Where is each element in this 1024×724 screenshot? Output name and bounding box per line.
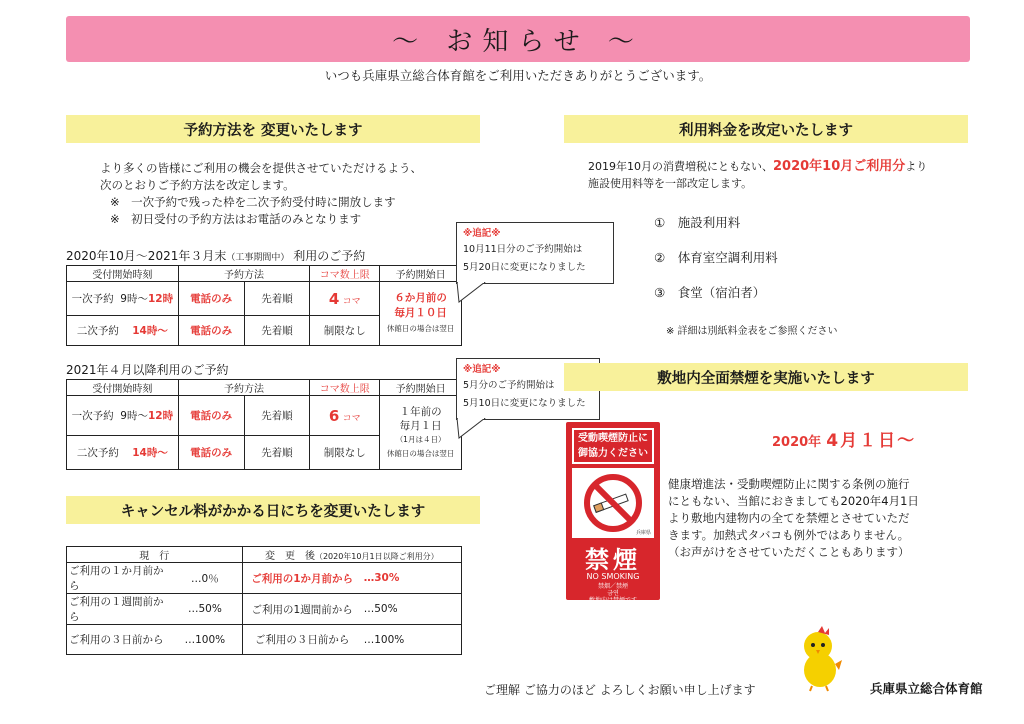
current-value: …0％ [168, 563, 242, 594]
new-label: ご利用の1週間前から [242, 594, 362, 625]
period1-label-main: 2020年10月～2021年３月末 [66, 249, 227, 263]
row-method: 電話のみ [178, 316, 244, 346]
start-line-4: 休館日の場合は翌日 [386, 448, 455, 458]
current-label: ご利用の１か月前から [67, 563, 169, 594]
page-title: ～ お知らせ ～ [66, 16, 970, 62]
period1-label [66, 247, 365, 264]
callout-pointer-2 [455, 418, 495, 440]
col-header-after [242, 547, 461, 563]
callout-title: ※追記※ [463, 228, 501, 239]
col-header-limit: コマ数上限 [310, 380, 380, 396]
sign-english: NO SMOKING [586, 572, 640, 581]
fee-intro [588, 158, 968, 192]
col-header-time: 受付開始時刻 [67, 380, 179, 396]
callout-text: に変更になりました [500, 262, 586, 273]
table-row [67, 594, 462, 625]
col-header-start: 予約開始日 [380, 380, 462, 396]
col-header-time: 受付開始時刻 [67, 266, 179, 282]
smoking-body [668, 476, 968, 561]
callout-date: 10月11日分 [463, 244, 516, 255]
callout-pointer-1 [455, 282, 495, 304]
fee-text: より [905, 160, 928, 173]
row-time-start: 9時～ [120, 410, 148, 422]
col-header-start: 予約開始日 [380, 266, 462, 282]
row-time-end: 12時 [147, 293, 174, 305]
row-order: 先着順 [244, 396, 310, 436]
table-row [67, 282, 462, 316]
organization-name: 兵庫県立総合体育館 [870, 681, 983, 696]
callout-date: 5月分 [463, 380, 489, 391]
col-header-limit: コマ数上限 [310, 266, 380, 282]
row-time [67, 396, 179, 436]
limit-number: 6 [328, 406, 340, 425]
row-time [67, 282, 179, 316]
cancel-heading: キャンセル料がかかる日にちを変更いたします [66, 496, 480, 524]
callout-title: ※追記※ [463, 364, 501, 375]
start-line-1: ６か月前の [394, 292, 447, 304]
sign-chinese: 禁烟／禁煙 [597, 583, 628, 590]
row-time-start: 14時～ [132, 447, 168, 459]
start-line-1: １年前の [399, 405, 442, 418]
fee-note: ※ 詳細は別紙料金表をご参照ください [666, 326, 838, 337]
row-time-start: 14時～ [132, 325, 168, 337]
body-line: 健康増進法・受動喫煙防止に関する条例の施行 [668, 477, 910, 491]
body-line: （お声がけをさせていただくこともあります） [668, 545, 910, 559]
table-row [67, 625, 462, 655]
new-value: …30% [362, 563, 462, 594]
callout-note-1 [456, 222, 614, 284]
start-line-3: 休館日の場合は翌日 [386, 324, 455, 333]
row-limit [310, 396, 380, 436]
reservation-note-1: ※ 一次予約で残った枠を二次予約受付時に開放します [110, 195, 396, 209]
sign-panel [572, 468, 654, 538]
new-label: ご利用の1か月前から [242, 563, 362, 594]
fee-text-2: 施設使用料等を一部改定します。 [588, 177, 753, 190]
row-method: 電話のみ [178, 282, 244, 316]
limit-unit: コマ [342, 413, 361, 424]
start-line-2: 毎月１０日 [394, 307, 447, 319]
new-value: …50% [362, 594, 462, 625]
body-line: きます。加熱式タバコも例外ではありません。 [668, 528, 910, 542]
start-line-2: 毎月１日 [399, 419, 442, 432]
fee-text: 2019年10月の消費増税にともない、 [588, 160, 773, 173]
sign-korean: 금연 [607, 590, 619, 597]
period1-table [66, 265, 462, 346]
body-line: より敷地内建物内の全てを禁煙とさせていただ [668, 511, 910, 525]
row-type: 一次予約 [71, 410, 114, 422]
sign-kanji: 禁煙 [585, 546, 641, 574]
new-value: …100% [362, 625, 462, 655]
row-start [380, 282, 462, 346]
cancel-table [66, 546, 462, 655]
sign-tiny-label: 兵庫県 [635, 530, 651, 536]
col-header-method: 予約方法 [178, 266, 310, 282]
after-label: 変 更 後 [264, 551, 315, 562]
list-item: ② 体育室空調利用料 [654, 250, 778, 265]
row-limit [310, 282, 380, 316]
reservation-note-2: ※ 初日受付の予約方法はお電話のみとなります [110, 212, 362, 226]
intro-line-2: 次のとおりご予約方法を改定します。 [100, 178, 295, 192]
reservation-heading: 予約方法を 変更いたします [66, 115, 480, 143]
row-order: 先着順 [244, 436, 310, 470]
after-note: （2020年10月1日以降ご利用分） [314, 552, 439, 561]
current-label: ご利用の１週間前から [67, 594, 169, 625]
row-type: 二次予約 [76, 447, 119, 459]
fee-heading: 利用料金を改定いたします [564, 115, 968, 143]
row-limit: 制限なし [310, 436, 380, 470]
callout-text: のご予約開始は [488, 380, 555, 391]
sign-note: 敷地内は禁煙です [588, 597, 637, 604]
callout-text: に変更になりました [500, 398, 586, 409]
smoking-date [772, 426, 916, 451]
fee-items [654, 205, 778, 310]
period2-label: 2021年４月以降利用のご予約 [66, 363, 229, 377]
limit-unit: コマ [342, 296, 361, 307]
table-row [67, 396, 462, 436]
reservation-intro [100, 160, 480, 228]
row-type: 一次予約 [71, 293, 114, 305]
list-item: ① 施設利用料 [654, 215, 741, 230]
row-limit: 制限なし [310, 316, 380, 346]
row-time [67, 316, 179, 346]
row-start [380, 396, 462, 470]
limit-number: 4 [328, 289, 340, 308]
body-line: にともない、当館におきましても2020年4月1日 [668, 494, 919, 508]
smoking-heading: 敷地内全面禁煙を実施いたします [564, 363, 968, 391]
smoking-day: 4月１日～ [826, 431, 917, 451]
no-smoking-icon [572, 468, 654, 538]
callout-date: 5月20日 [463, 262, 501, 273]
callout-date: 5月10日 [463, 398, 501, 409]
list-item: ③ 食堂（宿泊者） [654, 285, 766, 300]
sign-translations [566, 583, 660, 604]
current-label: ご利用の３日前から [67, 625, 169, 655]
sign-caption: 受動喫煙防止に御協力ください [572, 428, 654, 464]
row-method: 電話のみ [178, 436, 244, 470]
table-row [67, 563, 462, 594]
new-label: ご利用の３日前から [242, 625, 362, 655]
row-time-end: 12時 [147, 410, 174, 422]
period1-label-suffix: 利用のご予約 [289, 249, 366, 263]
no-smoking-sign [566, 422, 660, 604]
greeting-text: いつも兵庫県立総合体育館をご利用いただきありがとうございます。 [324, 68, 712, 83]
current-value: …100% [168, 625, 242, 655]
row-order: 先着順 [244, 282, 310, 316]
smoking-year: 2020年 [772, 435, 822, 450]
col-header-method: 予約方法 [178, 380, 310, 396]
start-line-3: （1月は４日） [395, 434, 446, 444]
row-time [67, 436, 179, 470]
row-method: 電話のみ [178, 396, 244, 436]
intro-line-1: より多くの皆様にご利用の機会を提供させていただけるよう、 [100, 161, 422, 175]
row-time-start: 9時～ [120, 293, 148, 305]
mascot-chick-icon [798, 624, 842, 692]
period1-label-note: （工事期間中） [226, 253, 290, 263]
callout-text: のご予約開始は [515, 244, 583, 255]
closing-text: ご理解 ご協力のほど よろしくお願い申し上げます [484, 683, 756, 697]
row-order: 先着順 [244, 316, 310, 346]
period2-table [66, 379, 462, 470]
col-header-current: 現 行 [67, 547, 243, 563]
current-value: …50% [168, 594, 242, 625]
fee-highlight: 2020年10月ご利用分 [773, 159, 906, 174]
row-type: 二次予約 [76, 325, 119, 337]
